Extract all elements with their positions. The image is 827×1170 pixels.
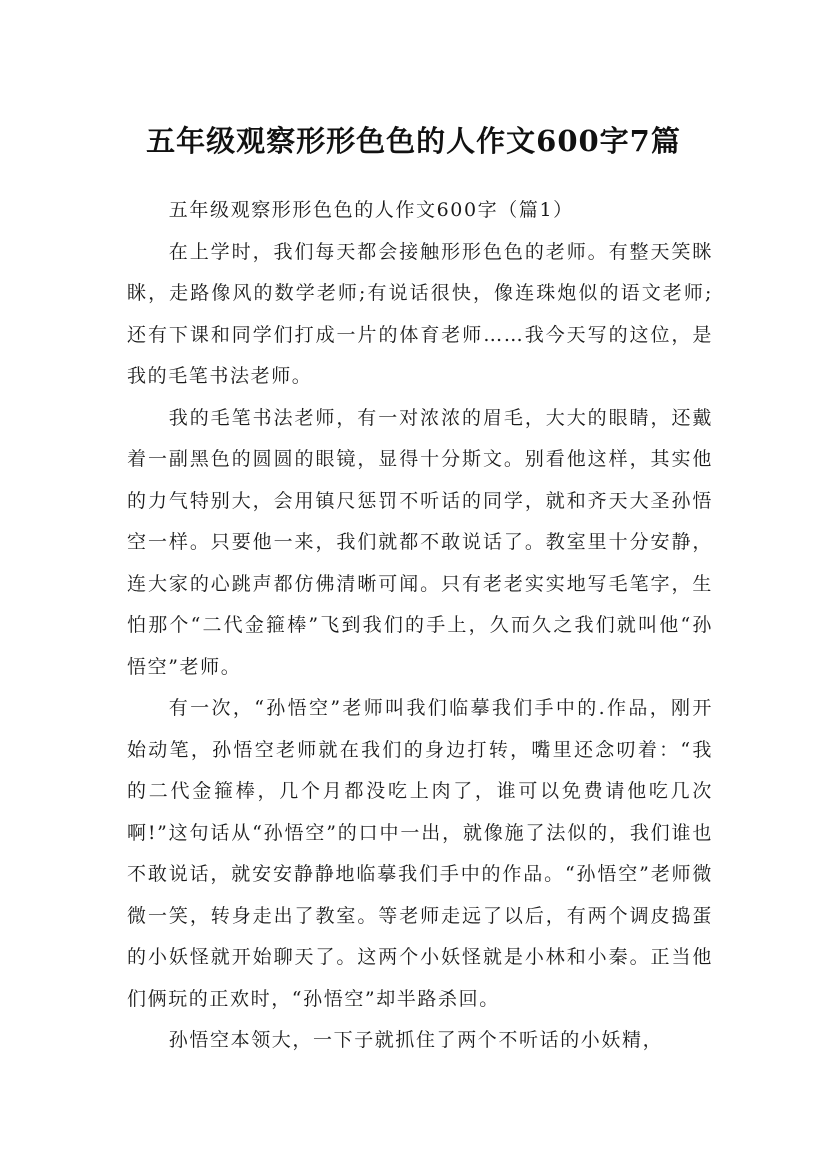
document-title: 五年级观察形形色色的人作文600字7篇 — [146, 124, 681, 159]
document-body — [127, 190, 713, 1062]
paragraph: 我的毛笔书法老师，有一对浓浓的眉毛，大大的眼睛，还戴着一副黑色的圆圆的眼镜，显得十分斯文。别看他这样，其实他的力气特别大，会用镇尺惩罚不听话的同学，就和齐天大圣孙悟空一样。只要他一来，我们就都不敢说话了。教室里十分安静，连大家的心跳声都仿佛清晰可闻。只有老老实实地写毛笔字，生怕那个“二代金箍棒”飞到我们的手上，久而久之我们就叫他“孙悟空”老师。 — [127, 406, 713, 678]
paragraph: 孙悟空本领大，一下子就抓住了两个不听话的小妖精， — [168, 1029, 664, 1051]
section-heading: 五年级观察形形色色的人作文600字（篇1） — [168, 199, 574, 221]
paragraph: 在上学时，我们每天都会接触形形色色的老师。有整天笑眯眯，走路像风的数学老师;有说话很快，像连珠炮似的语文老师;还有下课和同学们打成一片的体育老师……我今天写的这位，是我的毛笔书法老师。 — [127, 240, 713, 387]
paragraph: 有一次，“孙悟空”老师叫我们临摹我们手中的.作品，刚开始动笔，孙悟空老师就在我们的身边打转，嘴里还念叨着：“我的二代金箍棒，几个月都没吃上肉了，谁可以免费请他吃几次啊!”这句话从“孙悟空”的口中一出，就像施了法似的，我们谁也不敢说话，就安安静静地临摹我们手中的作品。“孙悟空”老师微微一笑，转身走出了教室。等老师走远了以后，有两个调皮捣蛋的小妖怪就开始聊天了。这两个小妖怪就是小林和小秦。正当他们俩玩的正欢时，“孙悟空”却半路杀回。 — [127, 697, 713, 1010]
